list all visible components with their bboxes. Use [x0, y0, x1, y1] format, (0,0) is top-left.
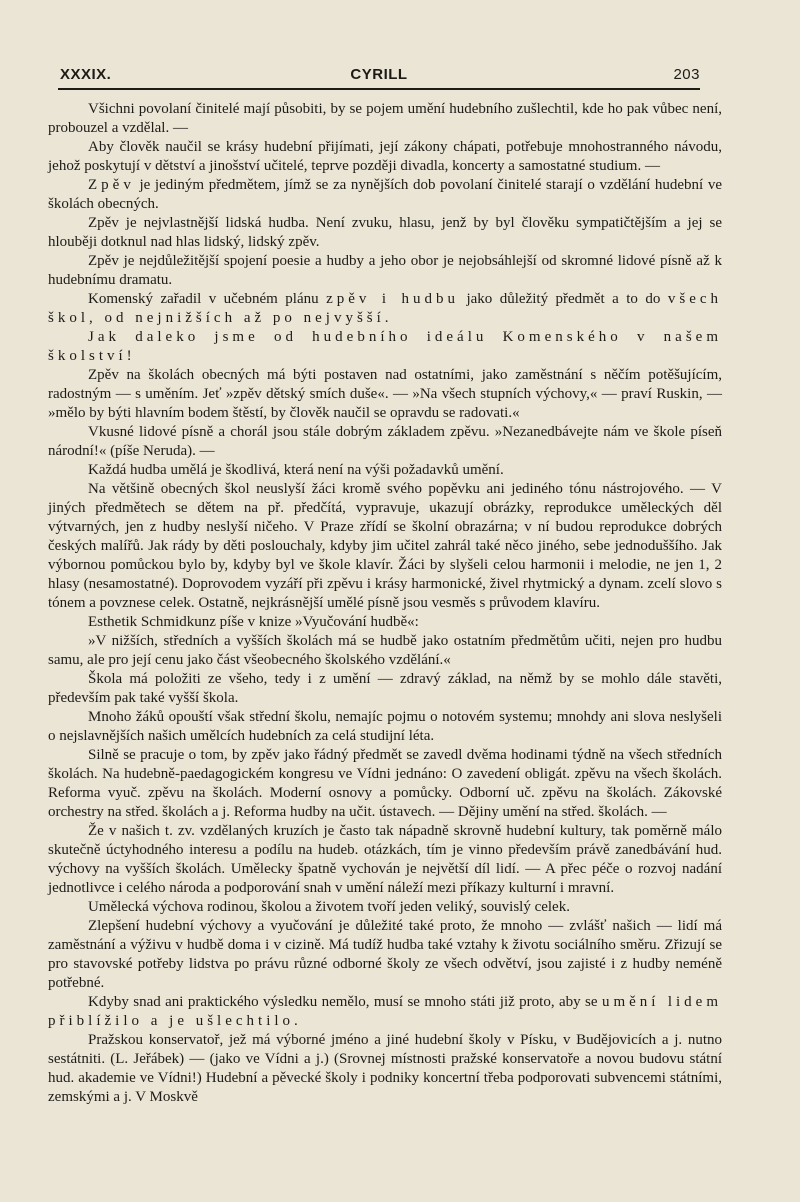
text-run: Na většině obecných škol neuslyší žáci kromě svého popěvku ani jediného tónu nástrojového. — V jiných předmětech se dětem na př. předčítá, vypravuje, ukazují obrázky, reprodukce uměleckých děl výtvarných, jen z hudby neslyší ničeho. V Praze zřídí se školní obrazárna; v ní budou reprodukce dobrých českých malířů. Jak rády by děti poslouchaly, kdyby jim učitel zahrál také něco jiného, sebe jednoduššího. Jak výbornou pomůckou bylo by, kdyby byl ve škole klavír. Žáci by slyšeli celou harmonii i melodie, ne jen 1, 2 hlasy (nesamostatné). Doprovodem vyzáří při zpěvu i krásy harmonické, živel rhytmický a dynam. zcelí slovo s tónem a povznese celek. Ostatně, nejkrásnější umělé písně jsou vesměs s průvodem klavíru.	[48, 481, 722, 611]
text-run: Komenský zařadil v učebném plánu	[88, 291, 327, 307]
body-text	[48, 100, 722, 1107]
paragraph	[48, 480, 722, 613]
paragraph	[48, 100, 722, 138]
chapter-number: XXXIX.	[60, 66, 112, 83]
page-number: 203	[673, 66, 700, 83]
paragraph	[48, 917, 722, 993]
paragraph	[48, 670, 722, 708]
paragraph	[48, 252, 722, 290]
spaced-emphasis: zpěv i hudbu	[326, 291, 459, 307]
spaced-emphasis: Zpěv	[88, 177, 135, 193]
paragraph	[48, 822, 722, 898]
text-run: Škola má položiti ze všeho, tedy i z umění — zdravý základ, na němž by se mohlo dále stavěti, především pak také vyšší škola.	[48, 671, 722, 706]
spaced-emphasis: všech škol, od nejnižších až po nejvyšší.	[48, 291, 723, 326]
paragraph	[48, 366, 722, 423]
paragraph	[48, 746, 722, 822]
paragraph	[48, 613, 722, 632]
paragraph	[48, 993, 722, 1031]
paragraph	[48, 898, 722, 917]
text-run: Každá hudba umělá je škodlivá, která není na výši požadavků umění.	[88, 462, 504, 478]
text-run: Vkusné lidové písně a chorál jsou stále dobrým základem zpěvu. »Nezanedbávejte nám ve škole píseň národní!« (píše Neruda). —	[48, 424, 722, 459]
text-run: Zpěv je nejvlastnější lidská hudba. Není zvuku, hlasu, jenž by byl člověku sympatičtějším a jej se hlouběji dotknul nad hlas lidský, lidský zpěv.	[48, 215, 722, 250]
text-run: Aby člověk naučil se krásy hudební přijímati, její zákony chápati, potřebuje mnohostranného návodu, jehož poskytují v dětství a jinošství učitelé, teprve později divadla, koncerty a samostatné studium. —	[48, 139, 722, 174]
paragraph	[48, 290, 722, 328]
text-run: je jediným předmětem, jímž se za nynějších dob povolaní činitelé starají o vzdělání hudební ve školách obecných.	[48, 177, 722, 212]
text-run: Zpěv je nejdůležitější spojení poesie a hudby a jeho obor je nejobsáhlejší od skromné lidové písně až k hudebnímu dramatu.	[48, 253, 722, 288]
paragraph	[48, 176, 722, 214]
paragraph	[48, 632, 722, 670]
paragraph	[48, 708, 722, 746]
running-header	[58, 62, 700, 90]
text-run: Zpěv na školách obecných má býti postaven nad ostatními, jako zaměstnání s něčím potěšujícím, radostným — s uměním. Jeť »zpěv dětský smích duše«. — »Na všech stupních výchovy,« — praví Ruskin, — »mělo by býti hlavním bodem štěstí, by člověk naučil se opravdu se radovati.«	[48, 367, 722, 421]
text-run: Umělecká výchova rodinou, školou a životem tvoří jeden veliký, souvislý celek.	[88, 899, 570, 915]
paragraph	[48, 423, 722, 461]
text-run: Všichni povolaní činitelé mají působiti, by se pojem umění hudebního zušlechtil, kde ho pak vůbec není, probouzel a vzdělal. —	[48, 101, 722, 136]
text-run: Zlepšení hudební výchovy a vyučování je důležité také proto, že mnoho — zvlášť našich — lidí má zaměstnání a výživu v hudbě doma i v cizině. Má tudíž hudba také vztahy k životu sociálního směru. Zřizují se pro stavovské potřeby lidstva po právu různé odborné školy ze všech odvětví, jsou zajisté i z hudby neméně potřebné.	[48, 918, 722, 991]
text-run: Silně se pracuje o tom, by zpěv jako řádný předmět se zavedl dvěma hodinami týdně na všech středních školách. Na hudebně-paedagogickém kongresu ve Vídni jednáno: O zavedení obligát. zpěvu na všech školách. Reforma vyuč. zpěvu na školách. Moderní osnovy a pomůcky. Odborní uč. zpěvu na školách. Zákovské orchestry na střed. školách a j. Reforma hudby na učit. ústavech. — Dějiny umění na střed. školách. —	[48, 747, 722, 820]
paragraph	[48, 138, 722, 176]
paragraph	[48, 461, 722, 480]
paragraph	[48, 214, 722, 252]
text-run: Mnoho žáků opouští však střední školu, nemajíc pojmu o notovém systemu; mnohdy ani slova neslyšeli o nejslavnějších našich umělcích hudebních za celá studijní léta.	[48, 709, 722, 744]
text-run: jako důležitý předmět a to do	[459, 291, 668, 307]
spaced-emphasis: Jak daleko jsme od hudebního ideálu Komenského v našem školství!	[48, 329, 722, 364]
text-run: Že v našich t. zv. vzdělaných kruzích je často tak nápadně skrovně hudební kultury, tak poměrně málo skutečně úctyhodného interesu a podílu na hudeb. otázkách, tím je vinno především právě zanedbávání hud. výchovy na vyšších školách. Umělecky špatně vychován je největší díl lidí. — A přec péče o rozvoj nadání jednotlivce i celého národa a podporování snah v umění náleží mezi příkazy kulturní i mravní.	[48, 823, 722, 896]
text-run: Pražskou konservatoř, jež má výborné jméno a jiné hudební školy v Písku, v Budějovicích a j. nutno sestátniti. (L. Jeřábek) — (jako ve Vídni a j.) (Srovnej místnosti pražské konservatoře a novou budovu státní hud. akademie ve Vídni!) Hudební a pěvecké školy i podniky koncertní třeba podporovati subvencemi státními, zemskými a j. V Moskvě	[48, 1032, 722, 1105]
spaced-emphasis: umění lidem přiblížilo a je ušlechtilo.	[48, 994, 722, 1029]
text-run: Esthetik Schmidkunz píše v knize »Vyučování hudbě«:	[88, 614, 419, 630]
text-run: Kdyby snad ani praktického výsledku nemělo, musí se mnoho státi již proto, aby se	[88, 994, 602, 1010]
journal-title: CYRILL	[350, 66, 408, 83]
text-run: »V nižších, středních a vyšších školách má se hudbě jako ostatním předmětům učiti, nejen pro hudbu samu, ale pro její cenu jako část všeobecného školského vzdělání.«	[48, 633, 722, 668]
paragraph	[48, 1031, 722, 1107]
paragraph	[48, 328, 722, 366]
